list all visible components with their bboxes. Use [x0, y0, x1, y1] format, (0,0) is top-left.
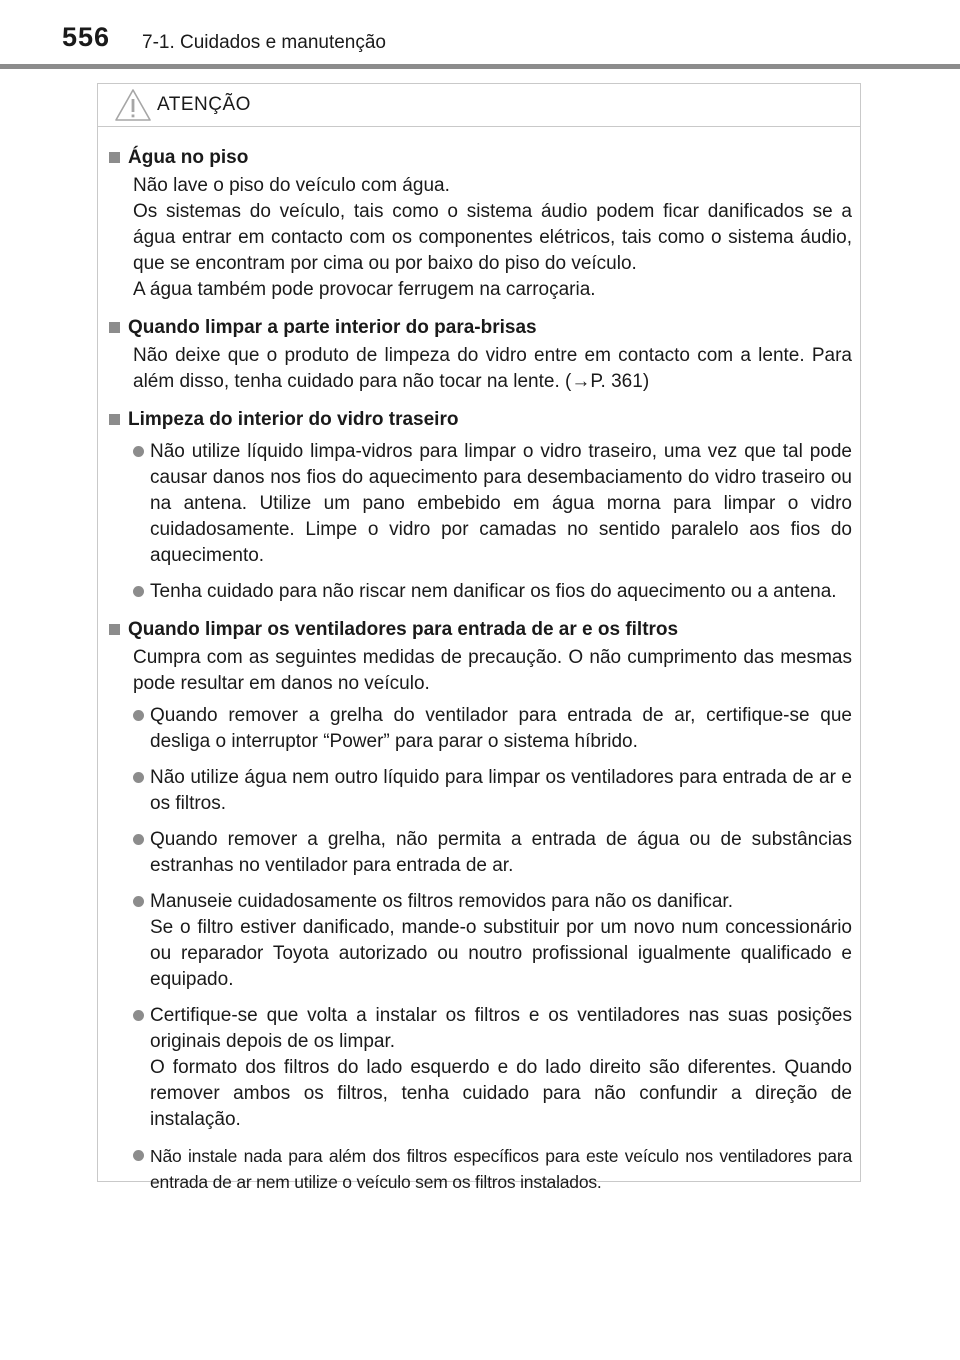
list-item: [132, 765, 852, 817]
list-item-text: [150, 889, 852, 993]
list-item-text: Quando remover a grelha do ventilador para entrada de ar, certifique-se que desliga o interruptor “Power” para parar o sistema híbrido.: [150, 705, 852, 752]
list-item: [132, 1143, 852, 1195]
round-bullet-icon: [133, 772, 144, 783]
section-heading: [107, 315, 852, 341]
list-item-line: Manuseie cuidadosamente os filtros removidos para não os danificar.: [150, 891, 733, 912]
page-header: [0, 0, 960, 72]
round-bullet-icon: [133, 586, 144, 597]
section-heading: [107, 617, 852, 643]
round-bullet-icon: [133, 446, 144, 457]
paragraph: Os sistemas do veículo, tais como o sistema áudio podem ficar danificados se a água entrar em contacto com os componentes elétricos, tais como o sistema áudio, que se encontram por cima ou por baixo do piso do veículo.: [133, 201, 852, 274]
list-item-line: Se o filtro estiver danificado, mande-o substituir por um novo num concessionário ou reparador Toyota autorizado ou noutro profissional igualmente qualificado e equipado.: [150, 917, 852, 990]
section-heading-text: Água no piso: [128, 147, 249, 168]
section-heading-text: Quando limpar a parte interior do para-brisas: [128, 317, 537, 338]
warning-box: [97, 83, 861, 1192]
section-title: 7-1. Cuidados e manutenção: [142, 32, 386, 53]
warning-triangle-icon: [114, 88, 152, 122]
list-item: [132, 827, 852, 879]
list-item: [132, 889, 852, 993]
section-water-floor: [107, 145, 852, 303]
section-air-vents-filters: [107, 617, 852, 1195]
round-bullet-icon: [133, 1150, 144, 1161]
section-heading-text: Quando limpar os ventiladores para entrada de ar e os filtros: [128, 619, 679, 640]
list-item-text: Não utilize líquido limpa-vidros para limpar o vidro traseiro, uma vez que tal pode causar danos nos fios do aquecimento para desembaciamento do vidro traseiro ou na antena. Utilize um pano embebido em água morna para limpar o vidro cuidadosamente. Limpe o vidro por camadas no sentido paralelo aos fios do aquecimento.: [150, 441, 852, 566]
section-heading: [107, 407, 852, 433]
section-heading-text: Limpeza do interior do vidro traseiro: [128, 409, 459, 430]
list-item-line: O formato dos filtros do lado esquerdo e do lado direito são diferentes. Quando remover ambos os filtros, tenha cuidado para não confundir a direção de instalação.: [150, 1057, 852, 1130]
paragraph: Não deixe que o produto de limpeza do vidro entre em contacto com a lente. Para além disso, tenha cuidado para não tocar na lente. (→P. 361): [133, 345, 852, 392]
list-item-text: Tenha cuidado para não riscar nem danificar os fios do aquecimento ou a antena.: [150, 581, 837, 602]
list-item-text: Não instale nada para além dos filtros específicos para este veículo nos ventiladores para entrada de ar nem utilize o veículo sem os filtros instalados.: [150, 1146, 852, 1192]
round-bullet-icon: [133, 896, 144, 907]
warning-label: ATENÇÃO: [157, 94, 251, 115]
list-item-text: Quando remover a grelha, não permita a entrada de água ou de substâncias estranhas no ventilador para entrada de ar.: [150, 829, 852, 876]
round-bullet-icon: [133, 834, 144, 845]
list-item: [132, 1003, 852, 1133]
list-item-line: Certifique-se que volta a instalar os filtros e os ventiladores nas suas posições originais depois de os limpar.: [150, 1005, 852, 1052]
list-item-text: [150, 1003, 852, 1133]
square-bullet-icon: [109, 152, 120, 163]
list-item: [132, 579, 852, 605]
paragraph: Não lave o piso do veículo com água.: [133, 175, 450, 196]
warning-content: [98, 127, 860, 1195]
section-heading: [107, 145, 852, 171]
list-item-text: Não utilize água nem outro líquido para limpar os ventiladores para entrada de ar e os filtros.: [150, 767, 852, 814]
paragraph: Cumpra com as seguintes medidas de precaução. O não cumprimento das mesmas pode resultar em danos no veículo.: [133, 647, 852, 694]
section-windshield-interior: [107, 315, 852, 395]
round-bullet-icon: [133, 1010, 144, 1021]
square-bullet-icon: [109, 414, 120, 425]
header-rule: [0, 64, 960, 69]
paragraph: A água também pode provocar ferrugem na carroçaria.: [133, 279, 596, 300]
list-item: [132, 439, 852, 569]
round-bullet-icon: [133, 710, 144, 721]
page-number: 556: [62, 22, 111, 52]
section-rear-window: [107, 407, 852, 605]
square-bullet-icon: [109, 322, 120, 333]
warning-box-header: [98, 84, 860, 127]
square-bullet-icon: [109, 624, 120, 635]
list-item: [132, 703, 852, 755]
